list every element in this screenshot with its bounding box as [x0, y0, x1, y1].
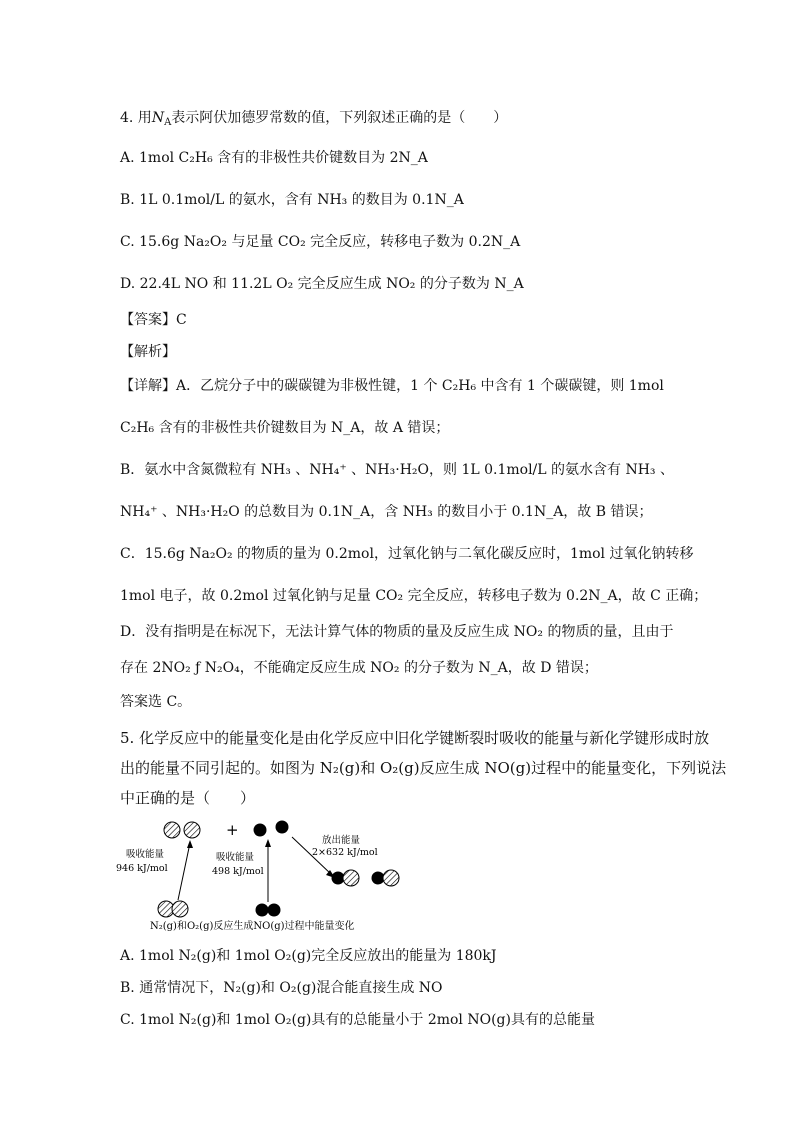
q4-option-a: A. 1mol C₂H₆ 含有的非极性共价键数目为 2N_A	[120, 150, 428, 166]
q4-stem-na: N	[151, 110, 165, 126]
o2-molecule-atom-1	[256, 904, 269, 917]
q4-conclusion: 答案选 C。	[120, 694, 192, 710]
absorb-label-2: 吸收能量	[216, 852, 255, 863]
q4-option-b: B. 1L 0.1mol/L 的氨水，含有 NH₃ 的数目为 0.1N_A	[120, 192, 464, 208]
absorb-value-1: 946 kJ/mol	[116, 863, 168, 874]
q4-option-c: C. 15.6g Na₂O₂ 与足量 CO₂ 完全反应，转移电子数为 0.2N_A	[120, 234, 521, 250]
o-atom-top-1	[254, 824, 267, 837]
q5-option-a: A. 1mol N₂(g)和 1mol O₂(g)完全反应放出的能量为 180kJ	[120, 948, 497, 964]
energy-diagram	[110, 815, 430, 935]
q4-detail-b1: B．氨水中含氮微粒有 NH₃ 、NH₄⁺ 、NH₃·H₂O，则 1L 0.1mol/L 的氨水含有 NH₃ 、	[120, 462, 674, 478]
q5-option-c: C. 1mol N₂(g)和 1mol O₂(g)具有的总能量小于 2mol NO(g)具有的总能量	[120, 1012, 595, 1028]
absorb-arrow-1	[178, 843, 190, 900]
q4-detail-a1	[120, 376, 664, 396]
q5-option-b: B. 通常情况下，N₂(g)和 O₂(g)混合能直接生成 NO	[120, 980, 443, 996]
q4-answer: 【答案】C	[120, 312, 187, 328]
q5-stem-line1: 5. 化学反应中的能量变化是由化学反应中旧化学键断裂时吸收的能量与新化学键形成时放	[120, 729, 710, 747]
absorb-arrow-1-head	[187, 840, 193, 848]
q5-stem-line2: 出的能量不同引起的。如图为 N₂(g)和 O₂(g)反应生成 NO(g)过程中的能量变化，下列说法	[120, 759, 727, 777]
n2-molecule-atom-2	[172, 901, 188, 917]
q4-stem-suffix: 表示阿伏加德罗常数的值，下列叙述正确的是（ ）	[171, 110, 508, 126]
q4-detail-d2: 存在 2NO₂ ƒ N₂O₄，不能确定反应生成 NO₂ 的分子数为 N_A，故 D 错误；	[120, 660, 598, 676]
q4-stem-na-sub: A	[164, 117, 172, 128]
release-value: 2×632 kJ/mol	[312, 847, 378, 858]
no-molecule-2-n	[383, 870, 399, 886]
absorb-label-1: 吸收能量	[126, 849, 165, 860]
q4-detail-c1: C．15.6g Na₂O₂ 的物质的量为 0.2mol，过氧化钠与二氧化碳反应时，1mol 过氧化钠转移	[120, 546, 694, 562]
n-atom-top-1	[164, 822, 180, 838]
q4-analysis-label: 【解析】	[120, 344, 176, 360]
o-atom-top-2	[276, 821, 289, 834]
q5-stem-line3: 中正确的是（ ）	[120, 789, 256, 807]
q4-option-d: D. 22.4L NO 和 11.2L O₂ 完全反应生成 NO₂ 的分子数为 N_A	[120, 276, 524, 292]
absorb-arrow-2-head	[265, 839, 271, 847]
q4-detail-b2: NH₄⁺ 、NH₃·H₂O 的总数目为 0.1N_A，含 NH₃ 的数目小于 0.1N_A，故 B 错误；	[120, 504, 653, 520]
n-atom-top-2	[184, 822, 200, 838]
q4-detail-c2: 1mol 电子，故 0.2mol 过氧化钠与足量 CO₂ 完全反应，转移电子数为 0.2N_A，故 C 正确；	[120, 588, 708, 604]
no-molecule-1-n	[343, 870, 359, 886]
plus-sign: +	[226, 821, 239, 839]
q4-detail-a1-text: A．乙烷分子中的碳碳键为非极性键，1 个 C₂H₆ 中含有 1 个碳碳键，则 1mol	[176, 378, 664, 394]
q4-detail-label: 【详解】	[120, 378, 176, 394]
diagram-caption: N₂(g)和O₂(g)反应生成NO(g)过程中能量变化	[150, 921, 355, 932]
absorb-value-2: 498 kJ/mol	[212, 866, 264, 877]
o2-molecule-atom-2	[268, 904, 281, 917]
q4-stem-prefix: 4. 用	[120, 110, 152, 126]
q4-stem	[120, 108, 507, 133]
q4-detail-d1: D．没有指明是在标况下，无法计算气体的物质的量及反应生成 NO₂ 的物质的量，且由于	[120, 624, 674, 640]
q4-detail-a2: C₂H₆ 含有的非极性共价键数目为 N_A，故 A 错误；	[120, 420, 450, 436]
release-label: 放出能量	[322, 835, 361, 846]
